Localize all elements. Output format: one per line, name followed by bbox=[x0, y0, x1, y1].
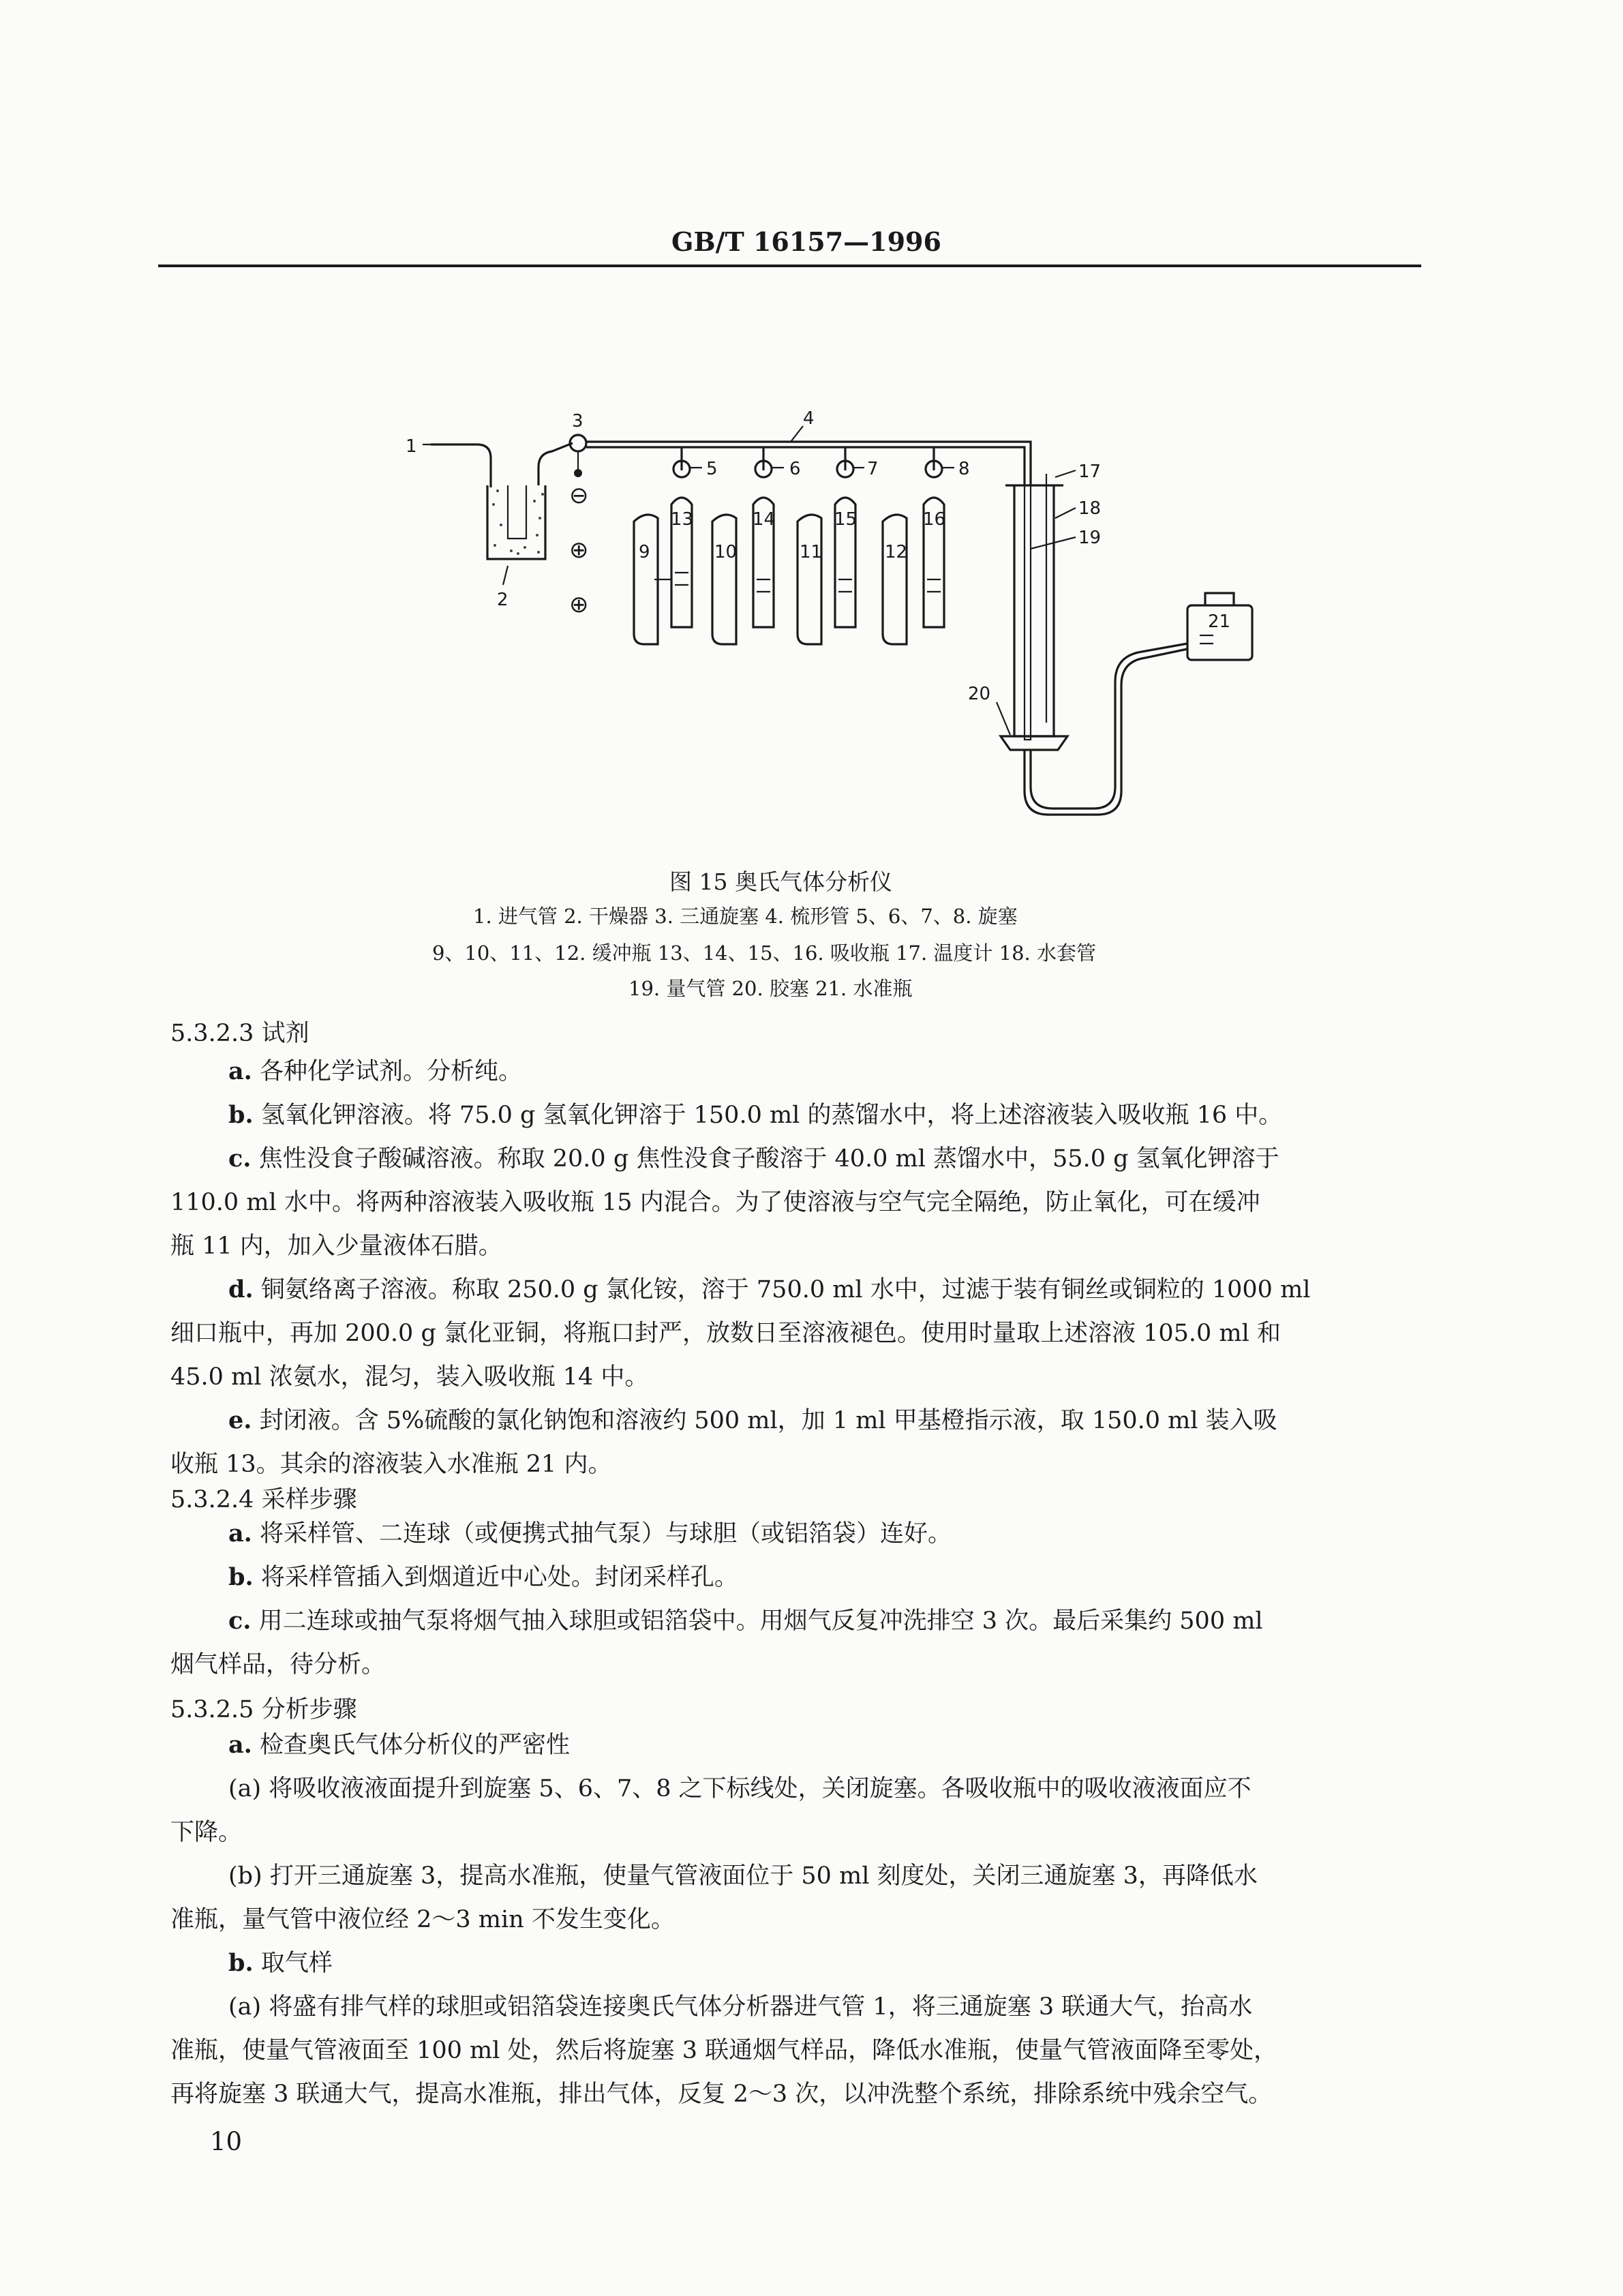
reagent-e-cont-1: 收瓶 13。其余的溶液装入水准瓶 21 内。 bbox=[170, 1451, 612, 1478]
label-18: 18 bbox=[1078, 498, 1102, 519]
label-1: 1 bbox=[406, 436, 417, 457]
item-text: 检查奥氏气体分析仪的严密性 bbox=[260, 1732, 571, 1759]
reagent-d-cont-2: 45.0 ml 浓氨水，混匀，装入吸收瓶 14 中。 bbox=[170, 1363, 649, 1391]
item-marker: c. bbox=[228, 1607, 252, 1635]
item-text: 封闭液。含 5%硫酸的氯化钠饱和溶液约 500 ml，加 1 ml 甲基橙指示液，取 150.0 ml 装入吸 bbox=[259, 1407, 1277, 1434]
sampling-c bbox=[228, 1599, 1263, 1643]
item-text: 各种化学试剂。分析纯。 bbox=[260, 1058, 523, 1085]
item-marker: e. bbox=[228, 1406, 252, 1434]
section-5-3-2-5-title: 5.3.2.5 分析步骤 bbox=[170, 1696, 357, 1723]
item-text: 氢氧化钾溶液。将 75.0 g 氢氧化钾溶于 150.0 ml 的蒸馏水中，将上述溶液装入吸收瓶 16 中。 bbox=[260, 1102, 1283, 1129]
dryer-inner bbox=[508, 485, 526, 539]
water-jacket bbox=[1014, 485, 1054, 736]
label-7: 7 bbox=[867, 459, 879, 479]
item-text: 铜氨络离子溶液。称取 250.0 g 氯化铵，溶于 750.0 ml 水中，过滤于装有铜丝或铜粒的 1000 ml bbox=[260, 1276, 1311, 1303]
item-text: 将采样管插入到烟道近中心处。封闭采样孔。 bbox=[260, 1564, 738, 1591]
reagent-c-cont-1: 110.0 ml 水中。将两种溶液装入吸收瓶 15 内混合。为了使溶液与空气完全隔绝，防止氧化，可在缓冲 bbox=[170, 1189, 1260, 1216]
section-5-3-2-4-title: 5.3.2.4 采样步骤 bbox=[170, 1486, 357, 1513]
leveling-bottle-neck bbox=[1205, 593, 1234, 605]
analysis-a-a: (a) 将吸收液液面提升到旋塞 5、6、7、8 之下标线处，关闭旋塞。各吸收瓶中的吸收液液面应不 bbox=[228, 1775, 1252, 1802]
label-6: 6 bbox=[789, 459, 801, 479]
reagent-d-cont-1: 细口瓶中，再加 200.0 g 氯化亚铜，将瓶口封严，放数日至溶液褪色。使用时量取上述溶液 105.0 ml 和 bbox=[170, 1320, 1281, 1347]
label-11: 11 bbox=[800, 542, 823, 562]
figure-legend-line-2: 9、10、11、12. 缓冲瓶 13、14、15、16. 吸收瓶 17. 温度计 18. 水套管 bbox=[432, 941, 1096, 965]
label-17: 17 bbox=[1078, 462, 1102, 482]
inlet-tube bbox=[431, 444, 491, 487]
item-text: 将采样管、二连球（或便携式抽气泵）与球胆（或铝箔袋）连好。 bbox=[260, 1520, 952, 1547]
label-20: 20 bbox=[968, 684, 991, 704]
label-21: 21 bbox=[1208, 611, 1231, 632]
label-5: 5 bbox=[706, 459, 718, 479]
dryer-u-tube bbox=[487, 485, 545, 559]
reagent-c bbox=[228, 1137, 1279, 1181]
analysis-b bbox=[228, 1942, 333, 1985]
item-text: 焦性没食子酸碱溶液。称取 20.0 g 焦性没食子酸溶于 40.0 ml 蒸馏水中，55.0 g 氢氧化钾溶于 bbox=[258, 1145, 1279, 1173]
label-2: 2 bbox=[497, 590, 509, 610]
stopcock-position-1: ⊖ bbox=[569, 482, 589, 509]
reagent-b bbox=[228, 1093, 1282, 1137]
burette bbox=[1025, 485, 1031, 740]
sampling-c-cont-1: 烟气样品，待分析。 bbox=[170, 1651, 386, 1678]
label-15: 15 bbox=[834, 509, 858, 530]
dryer-outlet bbox=[539, 443, 573, 485]
connecting-hose-outer bbox=[1025, 649, 1187, 815]
sampling-b bbox=[228, 1556, 738, 1599]
analysis-a bbox=[228, 1723, 570, 1767]
figure-legend-line-1: 1. 进气管 2. 干燥器 3. 三通旋塞 4. 梳形管 5、6、7、8. 旋塞 bbox=[473, 905, 1018, 928]
rubber-stopper bbox=[1001, 736, 1067, 750]
item-marker: b. bbox=[228, 1949, 254, 1977]
figure-caption: 图 15 奥氏气体分析仪 bbox=[669, 868, 892, 895]
item-marker: c. bbox=[228, 1145, 252, 1173]
reagent-e bbox=[228, 1399, 1277, 1442]
stopcock-position-2: ⊕ bbox=[569, 537, 589, 564]
analysis-a-a-cont: 下降。 bbox=[170, 1819, 243, 1846]
dryer-granules bbox=[492, 489, 544, 555]
reagent-a bbox=[228, 1050, 522, 1093]
analysis-b-a: (a) 将盛有排气样的球胆或铝箔袋连接奥氏气体分析器进气管 1，将三通旋塞 3 联通大气，抬高水 bbox=[228, 1993, 1253, 2021]
sampling-a bbox=[228, 1512, 952, 1556]
item-marker: b. bbox=[228, 1101, 254, 1129]
reagent-c-cont-2: 瓶 11 内，加入少量液体石腊。 bbox=[170, 1233, 502, 1260]
label-9: 9 bbox=[639, 542, 650, 562]
analysis-a-b: (b) 打开三通旋塞 3，提高水准瓶，使量气管液面位于 50 ml 刻度处，关闭三通旋塞 3，再降低水 bbox=[228, 1862, 1258, 1890]
page-number: 10 bbox=[210, 2127, 243, 2156]
label-13: 13 bbox=[671, 509, 694, 530]
item-text: 取气样 bbox=[260, 1950, 333, 1977]
label-16: 16 bbox=[923, 509, 946, 530]
section-5-3-2-3-title: 5.3.2.3 试剂 bbox=[170, 1020, 309, 1047]
analysis-b-a-cont-1: 准瓶，使量气管液面至 100 ml 处，然后将旋塞 3 联通烟气样品，降低水准瓶，使量气管液面降至零处， bbox=[170, 2037, 1278, 2064]
stopcock-position-3: ⊕ bbox=[569, 591, 589, 618]
item-marker: d. bbox=[228, 1275, 254, 1303]
standard-number: GB/T 16157—1996 bbox=[671, 226, 941, 257]
orsat-apparatus-diagram bbox=[406, 408, 1252, 815]
item-marker: a. bbox=[228, 1057, 252, 1085]
item-marker: a. bbox=[228, 1731, 252, 1759]
item-marker: a. bbox=[228, 1520, 252, 1547]
label-12: 12 bbox=[885, 542, 908, 562]
reagent-d bbox=[228, 1268, 1310, 1312]
analysis-a-b-cont: 准瓶，量气管中液位经 2～3 min 不发生变化。 bbox=[170, 1906, 675, 1933]
label-19: 19 bbox=[1078, 528, 1102, 548]
label-4: 4 bbox=[803, 408, 815, 429]
label-14: 14 bbox=[753, 509, 776, 530]
label-3: 3 bbox=[572, 411, 583, 432]
figure-legend-line-3: 19. 量气管 20. 胶塞 21. 水准瓶 bbox=[628, 977, 913, 1000]
item-marker: b. bbox=[228, 1563, 254, 1591]
item-text: 用二连球或抽气泵将烟气抽入球胆或铝箔袋中。用烟气反复冲洗排空 3 次。最后采集约 500 ml bbox=[258, 1607, 1263, 1635]
analysis-b-a-cont-2: 再将旋塞 3 联通大气，提高水准瓶，排出气体，反复 2～3 次，以冲洗整个系统，排除系统中残余空气。 bbox=[170, 2081, 1273, 2108]
label-8: 8 bbox=[958, 459, 970, 479]
label-10: 10 bbox=[714, 542, 738, 562]
